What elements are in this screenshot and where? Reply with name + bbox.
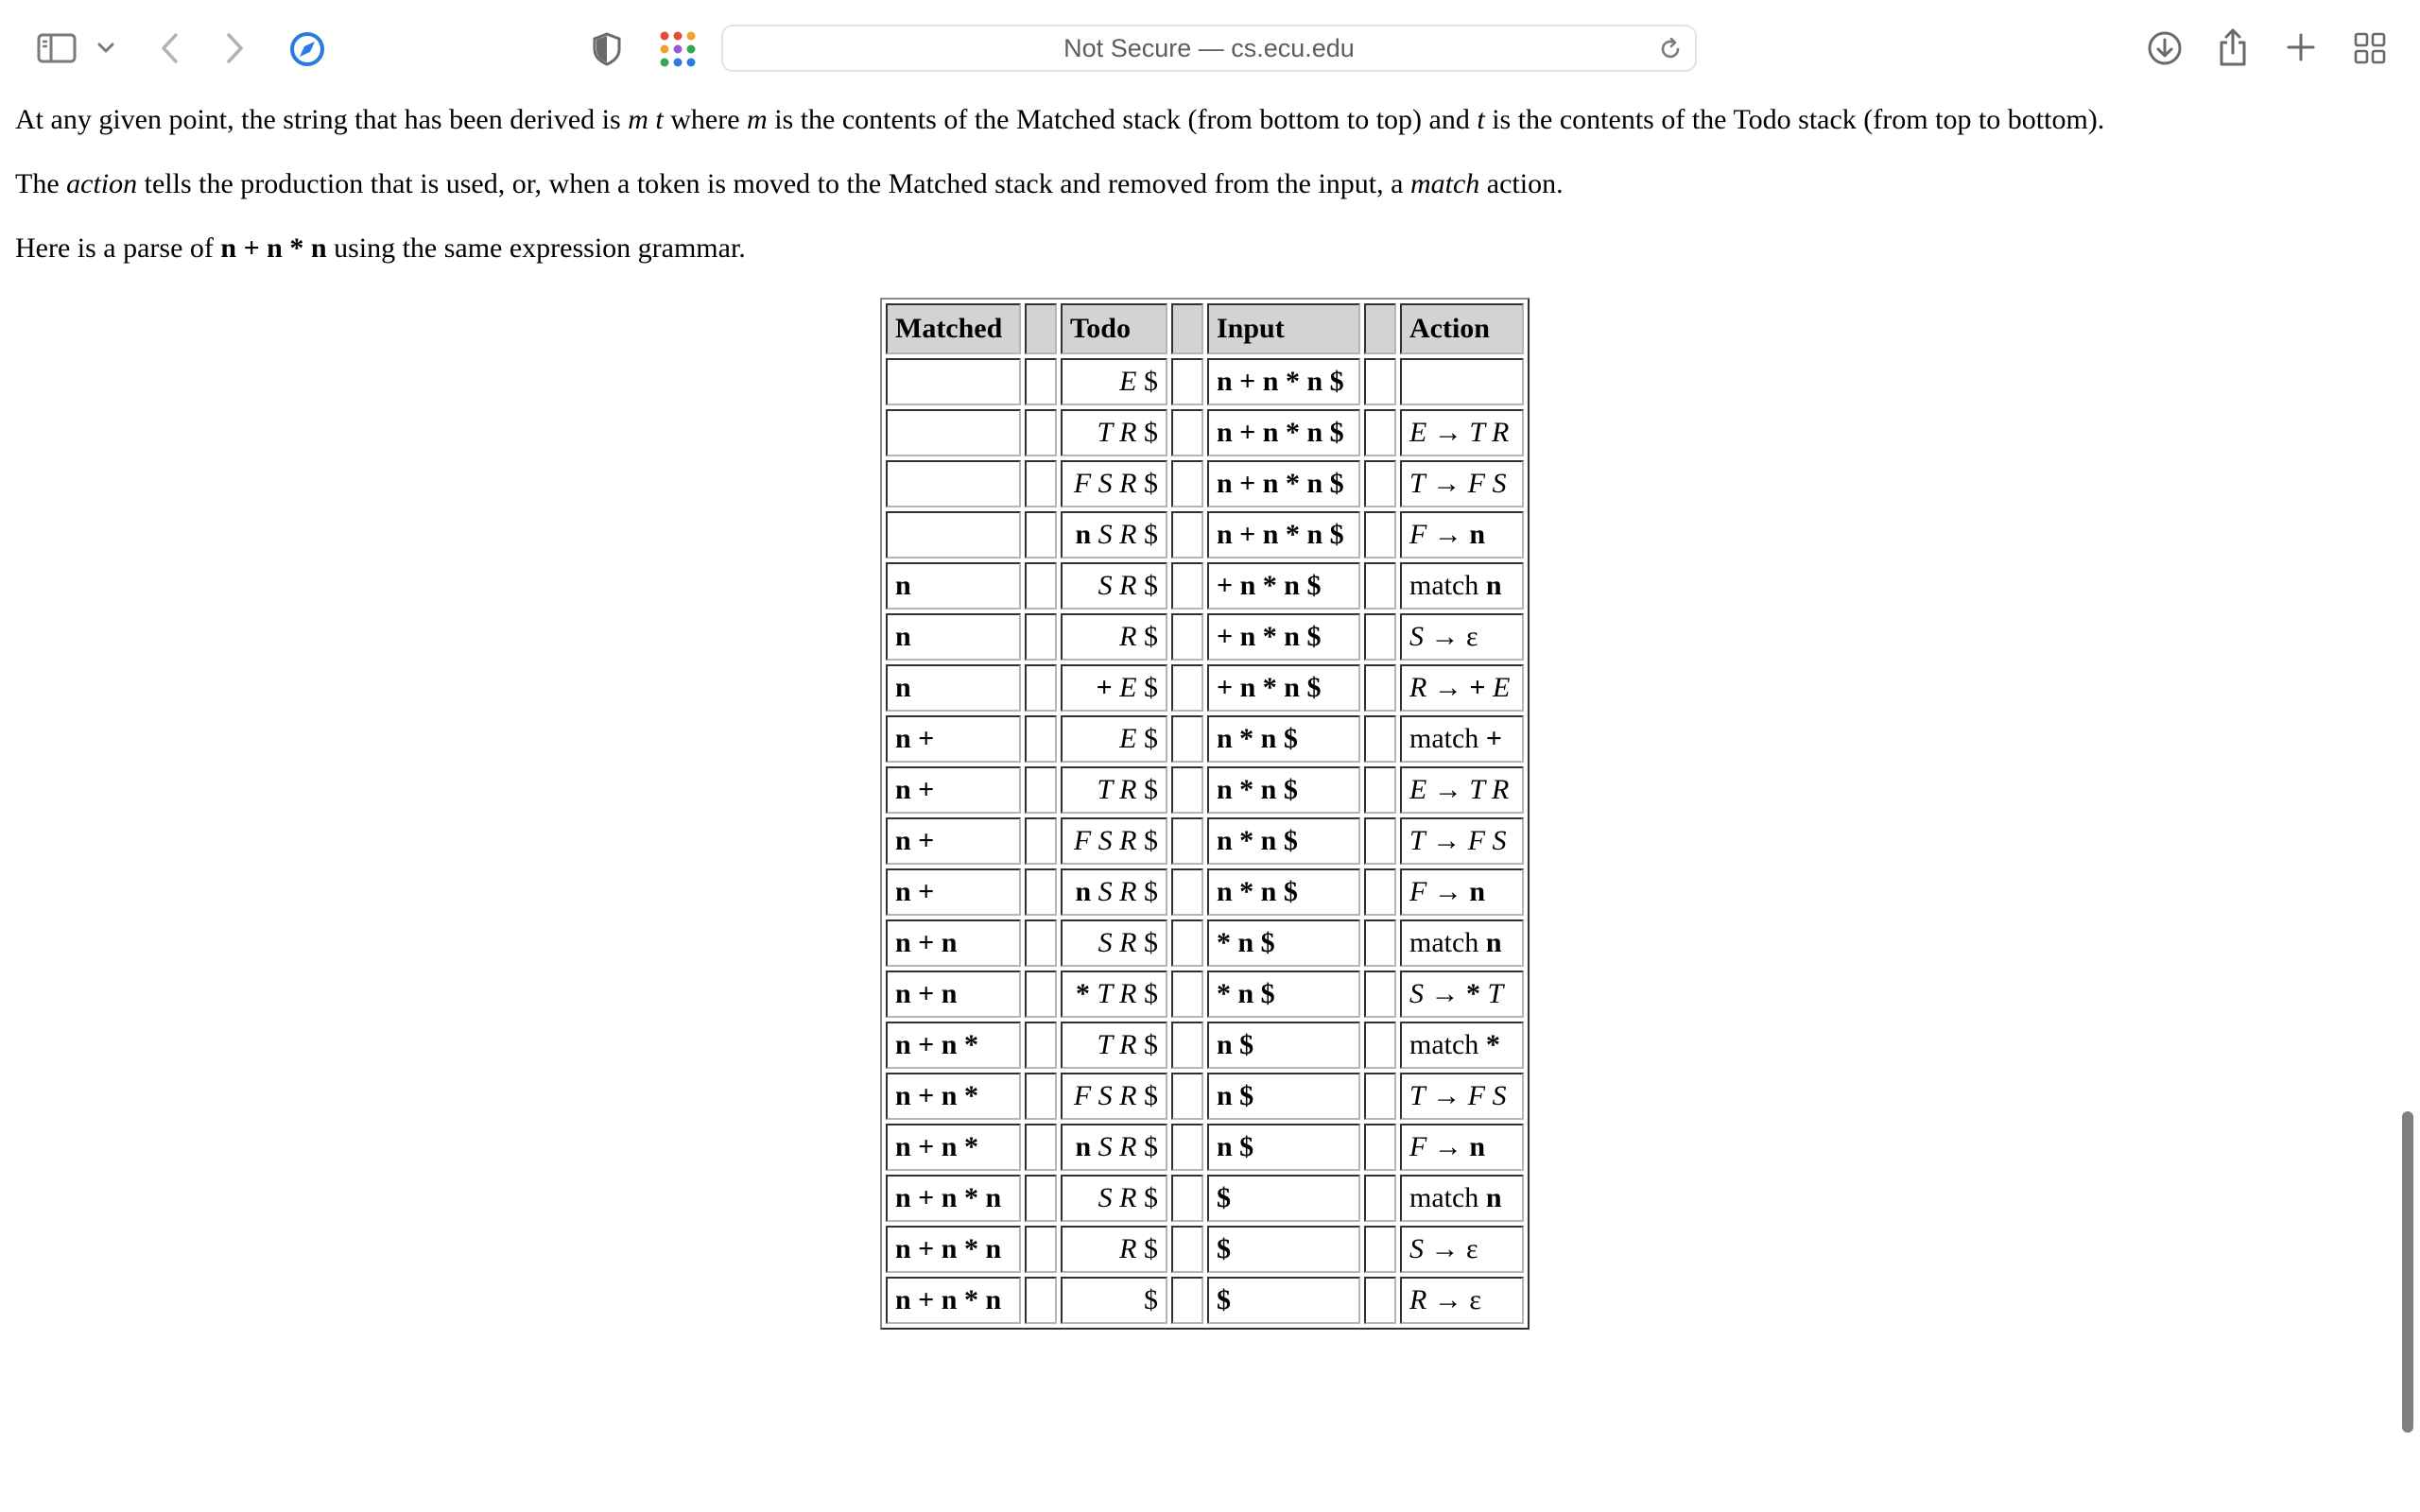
gap-cell — [1171, 1226, 1203, 1273]
gap-cell — [1025, 562, 1057, 610]
gap-cell — [1171, 460, 1203, 507]
table-row — [886, 766, 1524, 814]
gap-cell — [1171, 1022, 1203, 1069]
address-bar[interactable] — [721, 25, 1697, 72]
gap-cell — [1364, 511, 1396, 558]
cell-text-run: S R — [1098, 1182, 1137, 1213]
text: is the contents of the Todo stack (from top to bottom). — [1484, 104, 2105, 135]
cell-text-run: $ — [1136, 1029, 1158, 1060]
cell-text-run: F S R — [1073, 1080, 1137, 1111]
cell-text-run: → ε — [1426, 1284, 1481, 1315]
table-row — [886, 664, 1524, 712]
cell-todo — [1061, 511, 1167, 558]
cell-text-run: $ — [1136, 519, 1158, 550]
gap-cell — [1171, 1124, 1203, 1171]
gap-cell — [1171, 1175, 1203, 1222]
sidebar-toggle-icon[interactable] — [36, 32, 78, 64]
cell-text-run: match — [1409, 723, 1486, 754]
cell-text-run: R — [1409, 672, 1427, 703]
table-row — [886, 460, 1524, 507]
cell-input: $ — [1207, 1226, 1360, 1273]
new-tab-icon[interactable] — [2284, 30, 2318, 64]
cell-text-run: n — [1075, 876, 1098, 907]
cell-text-run: T — [1487, 978, 1504, 1009]
cell-todo — [1061, 358, 1167, 405]
cell-text-run: T — [1409, 825, 1426, 856]
gap-cell — [1171, 664, 1203, 712]
cell-action — [1400, 1226, 1524, 1273]
cell-text-run: E — [1119, 366, 1137, 397]
gap-cell — [1364, 358, 1396, 405]
table-row — [886, 1124, 1524, 1171]
gap-cell — [1364, 1022, 1396, 1069]
cell-input: n + n * n $ — [1207, 511, 1360, 558]
gap-cell — [1025, 1073, 1057, 1120]
cell-text-run: n — [1485, 927, 1502, 958]
parse-table-body — [886, 358, 1524, 1324]
table-row — [886, 971, 1524, 1018]
cell-input: $ — [1207, 1277, 1360, 1324]
apps-grid-icon[interactable] — [658, 30, 698, 68]
table-row — [886, 358, 1524, 405]
cell-matched: n + n * — [886, 1022, 1021, 1069]
gap-cell — [1171, 868, 1203, 916]
cell-text-run: $ — [1136, 876, 1158, 907]
gap-cell — [1364, 1073, 1396, 1120]
cell-input: n * n $ — [1207, 715, 1360, 763]
gap-cell — [1171, 919, 1203, 967]
header-action: Action — [1400, 303, 1524, 354]
gap-cell — [1364, 1175, 1396, 1222]
gap-cell — [1364, 409, 1396, 456]
cell-todo — [1061, 868, 1167, 916]
cell-input: + n * n $ — [1207, 562, 1360, 610]
cell-input: + n * n $ — [1207, 664, 1360, 712]
table-row — [886, 817, 1524, 865]
cell-input: n * n $ — [1207, 766, 1360, 814]
cell-text-run: * — [1466, 978, 1488, 1009]
cell-matched: n — [886, 562, 1021, 610]
gap-cell — [1364, 715, 1396, 763]
cell-matched: n — [886, 664, 1021, 712]
gap-cell — [1364, 562, 1396, 610]
cell-text-run: F — [1409, 1131, 1427, 1162]
privacy-shield-icon[interactable] — [590, 30, 624, 68]
cell-text-run: R — [1119, 1233, 1137, 1264]
cell-text-run: n — [1485, 1182, 1502, 1213]
cell-text-run: * — [1485, 1029, 1500, 1060]
cell-matched — [886, 409, 1021, 456]
cell-text-run: S — [1409, 978, 1424, 1009]
cell-todo — [1061, 971, 1167, 1018]
cell-text-run: $ — [1136, 723, 1158, 754]
cell-text-run: E — [1409, 417, 1427, 448]
cell-text-run: $ — [1144, 1284, 1158, 1315]
cell-text-run: → — [1426, 672, 1470, 703]
paragraph-action — [15, 166, 2378, 202]
cell-text-run: * — [1076, 978, 1098, 1009]
cell-text-run: $ — [1136, 1080, 1158, 1111]
content-blocker-icon[interactable] — [288, 30, 326, 68]
cell-todo — [1061, 664, 1167, 712]
cell-text-run: → — [1426, 417, 1470, 448]
cell-todo — [1061, 1175, 1167, 1222]
cell-todo — [1061, 1277, 1167, 1324]
cell-action — [1400, 460, 1524, 507]
cell-text-run: $ — [1136, 1131, 1158, 1162]
cell-text-run: F S — [1467, 825, 1507, 856]
gap-cell — [1364, 817, 1396, 865]
cell-text-run: E — [1119, 672, 1137, 703]
cell-text-run: F S — [1467, 468, 1507, 499]
gap-cell — [1025, 1175, 1057, 1222]
cell-input: + n * n $ — [1207, 613, 1360, 661]
gap-cell — [1171, 613, 1203, 661]
cell-input: * n $ — [1207, 919, 1360, 967]
cell-text-run: S — [1409, 621, 1424, 652]
cell-action — [1400, 1022, 1524, 1069]
cell-input: n + n * n $ — [1207, 409, 1360, 456]
cell-text-run: F — [1409, 876, 1427, 907]
cell-text-run: $ — [1136, 468, 1158, 499]
term-action: action — [66, 168, 138, 199]
text: where — [663, 104, 748, 135]
cell-text-run: E — [1492, 672, 1511, 703]
cell-text-run: T R — [1097, 774, 1137, 805]
text: action. — [1479, 168, 1564, 199]
cell-text-run: match — [1409, 1029, 1486, 1060]
gap-cell — [1025, 613, 1057, 661]
table-row — [886, 511, 1524, 558]
gap-cell — [1364, 460, 1396, 507]
gap-cell — [1171, 1277, 1203, 1324]
table-row — [886, 919, 1524, 967]
share-icon[interactable] — [2216, 26, 2250, 68]
cell-action — [1400, 664, 1524, 712]
cell-text-run: R — [1409, 1284, 1427, 1315]
gap-cell — [1025, 919, 1057, 967]
cell-action — [1400, 409, 1524, 456]
table-header-row — [886, 303, 1524, 354]
cell-text-run: $ — [1136, 366, 1158, 397]
cell-text-run: $ — [1136, 672, 1158, 703]
cell-text-run: S R — [1098, 1131, 1137, 1162]
cell-text-run: n — [1469, 1131, 1486, 1162]
cell-matched: n + n * n — [886, 1226, 1021, 1273]
gap-cell — [1364, 664, 1396, 712]
gap-cell — [1171, 971, 1203, 1018]
cell-text-run: T R — [1097, 978, 1137, 1009]
gap-cell — [1025, 409, 1057, 456]
cell-matched: n + — [886, 715, 1021, 763]
cell-text-run: → — [1426, 876, 1470, 907]
gap-cell — [1025, 766, 1057, 814]
cell-matched — [886, 358, 1021, 405]
cell-todo — [1061, 460, 1167, 507]
gap-cell — [1364, 971, 1396, 1018]
header-gap — [1025, 303, 1057, 354]
parse-expression: n + n * n — [220, 232, 327, 264]
scrollbar-thumb[interactable] — [2402, 1111, 2413, 1433]
cell-todo — [1061, 919, 1167, 967]
table-row — [886, 1022, 1524, 1069]
table-row — [886, 1277, 1524, 1324]
cell-text-run: E — [1409, 774, 1427, 805]
gap-cell — [1171, 817, 1203, 865]
cell-input: n + n * n $ — [1207, 358, 1360, 405]
cell-matched: n + n — [886, 919, 1021, 967]
cell-matched: n + — [886, 766, 1021, 814]
cell-todo — [1061, 409, 1167, 456]
cell-action — [1400, 971, 1524, 1018]
gap-cell — [1025, 358, 1057, 405]
cell-action — [1400, 817, 1524, 865]
cell-text-run: n — [1469, 876, 1486, 907]
gap-cell — [1364, 766, 1396, 814]
cell-input: $ — [1207, 1175, 1360, 1222]
cell-todo — [1061, 766, 1167, 814]
gap-cell — [1171, 562, 1203, 610]
cell-text-run: n — [1469, 519, 1486, 550]
var-m: m — [747, 104, 768, 135]
page-content — [15, 102, 2378, 295]
header-gap — [1171, 303, 1203, 354]
cell-text-run: T — [1409, 468, 1426, 499]
table-row — [886, 613, 1524, 661]
cell-input: n + n * n $ — [1207, 460, 1360, 507]
tab-overview-icon[interactable] — [2352, 30, 2388, 66]
text: tells the production that is used, or, when a token is moved to the Matched stack and removed from the input, a — [137, 168, 1410, 199]
cell-text-run: T R — [1097, 417, 1137, 448]
paragraph-derivation — [15, 102, 2378, 138]
cell-text-run: → — [1426, 774, 1470, 805]
cell-action — [1400, 766, 1524, 814]
cell-text-run: + — [1096, 672, 1120, 703]
cell-text-run: R — [1119, 621, 1137, 652]
gap-cell — [1364, 1277, 1396, 1324]
chevron-down-icon[interactable] — [95, 38, 117, 59]
term-match: match — [1409, 168, 1480, 199]
cell-text-run: S R — [1098, 927, 1137, 958]
gap-cell — [1171, 409, 1203, 456]
cell-matched — [886, 460, 1021, 507]
var-m: m — [628, 104, 648, 135]
gap-cell — [1364, 919, 1396, 967]
cell-action — [1400, 1175, 1524, 1222]
cell-text-run: → — [1424, 978, 1466, 1009]
parse-table — [880, 298, 1530, 1330]
gap-cell — [1025, 1124, 1057, 1171]
cell-text-run: E — [1119, 723, 1137, 754]
cell-text-run: $ — [1136, 570, 1158, 601]
cell-text-run: T R — [1097, 1029, 1137, 1060]
cell-input: n $ — [1207, 1073, 1360, 1120]
cell-action — [1400, 868, 1524, 916]
cell-text-run: n — [1485, 570, 1502, 601]
cell-input: * n $ — [1207, 971, 1360, 1018]
cell-text-run: → — [1425, 825, 1468, 856]
gap-cell — [1025, 1022, 1057, 1069]
cell-text-run: n — [1075, 519, 1098, 550]
cell-text-run: → — [1425, 468, 1468, 499]
cell-action — [1400, 511, 1524, 558]
back-arrow-icon[interactable] — [155, 28, 183, 68]
text: Here is a parse of — [15, 232, 221, 264]
cell-input: n * n $ — [1207, 868, 1360, 916]
gap-cell — [1364, 1124, 1396, 1171]
cell-text-run: $ — [1136, 927, 1158, 958]
cell-text-run: → — [1426, 1131, 1470, 1162]
table-row — [886, 715, 1524, 763]
cell-matched: n + n — [886, 971, 1021, 1018]
cell-action — [1400, 1277, 1524, 1324]
cell-todo — [1061, 1226, 1167, 1273]
cell-matched: n + n * n — [886, 1175, 1021, 1222]
cell-action — [1400, 562, 1524, 610]
reload-icon[interactable] — [1657, 36, 1684, 62]
cell-text-run: S R — [1098, 876, 1137, 907]
cell-matched: n + n * — [886, 1124, 1021, 1171]
gap-cell — [1025, 868, 1057, 916]
gap-cell — [1171, 766, 1203, 814]
cell-action — [1400, 715, 1524, 763]
cell-text-run: $ — [1136, 621, 1158, 652]
cell-text-run: → — [1425, 1080, 1468, 1111]
table-row — [886, 868, 1524, 916]
gap-cell — [1364, 1226, 1396, 1273]
gap-cell — [1025, 460, 1057, 507]
cell-action — [1400, 919, 1524, 967]
cell-text-run: → — [1426, 519, 1470, 550]
cell-text-run: F S R — [1073, 825, 1137, 856]
cell-text-run: match — [1409, 927, 1486, 958]
gap-cell — [1364, 613, 1396, 661]
table-row — [886, 409, 1524, 456]
gap-cell — [1171, 511, 1203, 558]
text: is the contents of the Matched stack (from bottom to top) and — [767, 104, 1478, 135]
cell-text-run: match — [1409, 1182, 1486, 1213]
table-row — [886, 1175, 1524, 1222]
header-todo: Todo — [1061, 303, 1167, 354]
cell-input: n * n $ — [1207, 817, 1360, 865]
cell-matched: n — [886, 613, 1021, 661]
cell-text-run: $ — [1136, 774, 1158, 805]
gap-cell — [1025, 1277, 1057, 1324]
cell-todo — [1061, 1124, 1167, 1171]
header-gap — [1364, 303, 1396, 354]
text: At any given point, the string that has been derived is — [15, 104, 629, 135]
cell-text-run: n — [1075, 1131, 1098, 1162]
browser-toolbar — [0, 0, 2420, 96]
gap-cell — [1025, 971, 1057, 1018]
cell-text-run: F S R — [1073, 468, 1137, 499]
table-row — [886, 1073, 1524, 1120]
cell-matched: n + — [886, 868, 1021, 916]
cell-todo — [1061, 715, 1167, 763]
table-row — [886, 1226, 1524, 1273]
cell-text-run: match — [1409, 570, 1486, 601]
cell-text-run: → ε — [1424, 621, 1478, 652]
cell-todo — [1061, 817, 1167, 865]
cell-text-run: T — [1409, 1080, 1426, 1111]
var-t: t — [1477, 104, 1485, 135]
cell-matched — [886, 511, 1021, 558]
var-t: t — [655, 104, 664, 135]
cell-text-run: $ — [1136, 417, 1158, 448]
cell-text-run: S R — [1098, 570, 1137, 601]
cell-action — [1400, 1124, 1524, 1171]
gap-cell — [1364, 868, 1396, 916]
table-row — [886, 562, 1524, 610]
download-icon[interactable] — [2146, 29, 2184, 67]
header-input: Input — [1207, 303, 1360, 354]
cell-todo — [1061, 1022, 1167, 1069]
gap-cell — [1025, 715, 1057, 763]
cell-text-run: → ε — [1424, 1233, 1478, 1264]
cell-text-run: S — [1409, 1233, 1424, 1264]
forward-arrow-icon[interactable] — [221, 28, 250, 68]
cell-input: n $ — [1207, 1022, 1360, 1069]
cell-text-run: + — [1469, 672, 1493, 703]
gap-cell — [1025, 1226, 1057, 1273]
cell-text-run: S R — [1098, 519, 1137, 550]
paragraph-parse-intro — [15, 231, 2378, 266]
gap-cell — [1025, 511, 1057, 558]
gap-cell — [1025, 664, 1057, 712]
cell-text-run: + — [1485, 723, 1502, 754]
cell-text-run: T R — [1469, 774, 1510, 805]
cell-text-run: F — [1409, 519, 1427, 550]
cell-text-run: $ — [1136, 825, 1158, 856]
gap-cell — [1025, 817, 1057, 865]
cell-todo — [1061, 613, 1167, 661]
cell-matched: n + n * — [886, 1073, 1021, 1120]
gap-cell — [1171, 358, 1203, 405]
cell-matched: n + — [886, 817, 1021, 865]
cell-text-run: $ — [1136, 1233, 1158, 1264]
cell-action — [1400, 613, 1524, 661]
header-matched: Matched — [886, 303, 1021, 354]
cell-text-run: $ — [1136, 978, 1158, 1009]
cell-action — [1400, 358, 1524, 405]
cell-todo — [1061, 562, 1167, 610]
text: using the same expression grammar. — [326, 232, 746, 264]
address-text: Not Secure — cs.ecu.edu — [1063, 33, 1355, 62]
gap-cell — [1171, 1073, 1203, 1120]
cell-action — [1400, 1073, 1524, 1120]
cell-input: n $ — [1207, 1124, 1360, 1171]
cell-text-run: $ — [1136, 1182, 1158, 1213]
cell-text-run: T R — [1469, 417, 1510, 448]
text: The — [15, 168, 67, 199]
gap-cell — [1171, 715, 1203, 763]
cell-text-run: F S — [1467, 1080, 1507, 1111]
cell-todo — [1061, 1073, 1167, 1120]
cell-matched: n + n * n — [886, 1277, 1021, 1324]
